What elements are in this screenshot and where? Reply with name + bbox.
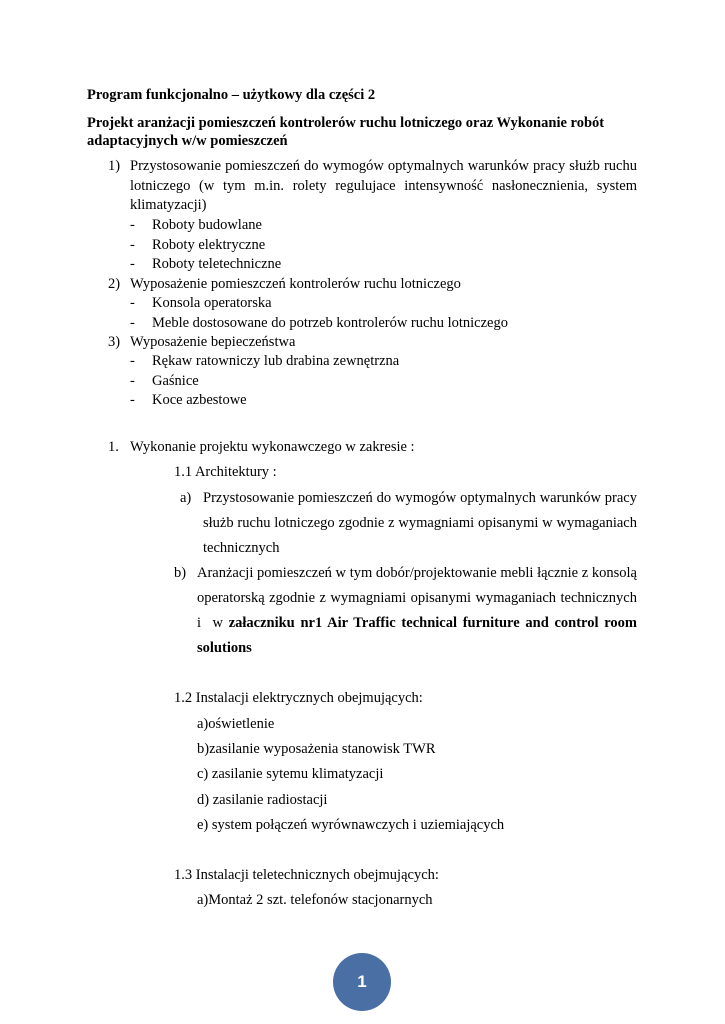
page-number: 1	[357, 972, 367, 991]
sub-list-item: Roboty budowlane	[152, 217, 262, 233]
subsection-title-electrical: 1.2 Instalacji elektrycznych obejmujących:	[174, 690, 423, 706]
electrical-item: b)zasilanie wyposażenia stanowisk TWR	[197, 741, 436, 757]
document-heading: Program funkcjonalno – użytkowy dla części 2	[87, 87, 376, 103]
list-item-text: klimatyzacji)	[130, 197, 207, 213]
sub-list-item: Roboty elektryczne	[152, 237, 266, 253]
electrical-item: e) system połączeń wyrównawczych i uziemiających	[197, 817, 505, 833]
electrical-item: a)oświetlenie	[197, 716, 275, 732]
list-number: 1)	[108, 158, 121, 174]
architecture-item-b-text	[197, 615, 637, 632]
dash-bullet: -	[130, 217, 135, 233]
architecture-item-a-text: Przystosowanie pomieszczeń do wymogów optymalnych warunków pracy	[203, 490, 637, 506]
sub-list-item: Koce azbestowe	[152, 392, 247, 408]
document-subheading-line2: adaptacyjnych w/w pomieszczeń	[87, 133, 288, 149]
attachment-reference-end: solutions	[197, 640, 252, 656]
electrical-item: d) zasilanie radiostacji	[197, 792, 328, 808]
page-number-badge	[333, 953, 391, 1011]
list-item-text: Wyposażenie pomieszczeń kontrolerów ruchu lotniczego	[130, 276, 461, 292]
architecture-item-b-text: operatorską zgodnie z wymagniami opisanymi wymaganiach technicznych	[197, 590, 637, 606]
dash-bullet: -	[130, 295, 135, 311]
architecture-item-a-text: służb ruchu lotniczego zgodnie z wymagniami opisanymi w wymaganiach	[203, 515, 637, 531]
attachment-prefix: i w	[197, 615, 229, 631]
document-subheading-line1: Projekt aranżacji pomieszczeń kontrolerów ruchu lotniczego oraz Wykonanie robót	[87, 115, 605, 131]
dash-bullet: -	[130, 373, 135, 389]
attachment-reference: załaczniku nr1 Air Traffic technical furniture and control room	[228, 615, 637, 631]
sub-list-item: Roboty teletechniczne	[152, 256, 282, 272]
sub-list-item: Rękaw ratowniczy lub drabina zewnętrzna	[152, 353, 400, 369]
teletechnical-item: a)Montaż 2 szt. telefonów stacjonarnych	[197, 892, 433, 908]
list-item-text: lotniczego (w tym m.in. rolety regulujace intensywność nasłonecznienia, system	[130, 178, 637, 194]
section-number: 1.	[108, 439, 119, 455]
item-label-a: a)	[180, 490, 192, 506]
section-title: Wykonanie projektu wykonawczego w zakresie :	[130, 439, 415, 455]
list-number: 3)	[108, 334, 121, 350]
dash-bullet: -	[130, 353, 135, 369]
list-item-text: Wyposażenie bepieczeństwa	[130, 334, 296, 350]
list-number: 2)	[108, 276, 121, 292]
subsection-title-architecture: 1.1 Architektury :	[174, 464, 277, 480]
item-label-b: b)	[174, 565, 187, 581]
dash-bullet: -	[130, 315, 135, 331]
sub-list-item: Meble dostosowane do potrzeb kontrolerów ruchu lotniczego	[152, 315, 508, 331]
electrical-item: c) zasilanie sytemu klimatyzacji	[197, 766, 384, 782]
subsection-title-teletechnical: 1.3 Instalacji teletechnicznych obejmujących:	[174, 867, 439, 883]
sub-list-item: Gaśnice	[152, 373, 199, 389]
architecture-item-b-text: Aranżacji pomieszczeń w tym dobór/projektowanie mebli łącznie z konsolą	[197, 565, 637, 581]
dash-bullet: -	[130, 256, 135, 272]
dash-bullet: -	[130, 392, 135, 408]
list-item-text: Przystosowanie pomieszczeń do wymogów optymalnych warunków pracy służb ruchu	[130, 158, 637, 174]
dash-bullet: -	[130, 237, 135, 253]
sub-list-item: Konsola operatorska	[152, 295, 272, 311]
architecture-item-a-text: technicznych	[203, 540, 280, 556]
